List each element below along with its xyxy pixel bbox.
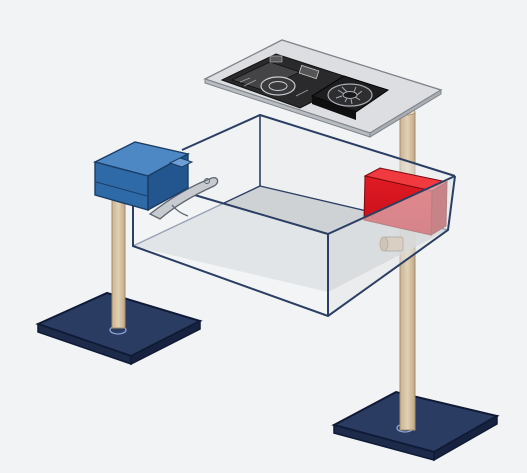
right-wooden-post [400, 109, 415, 430]
